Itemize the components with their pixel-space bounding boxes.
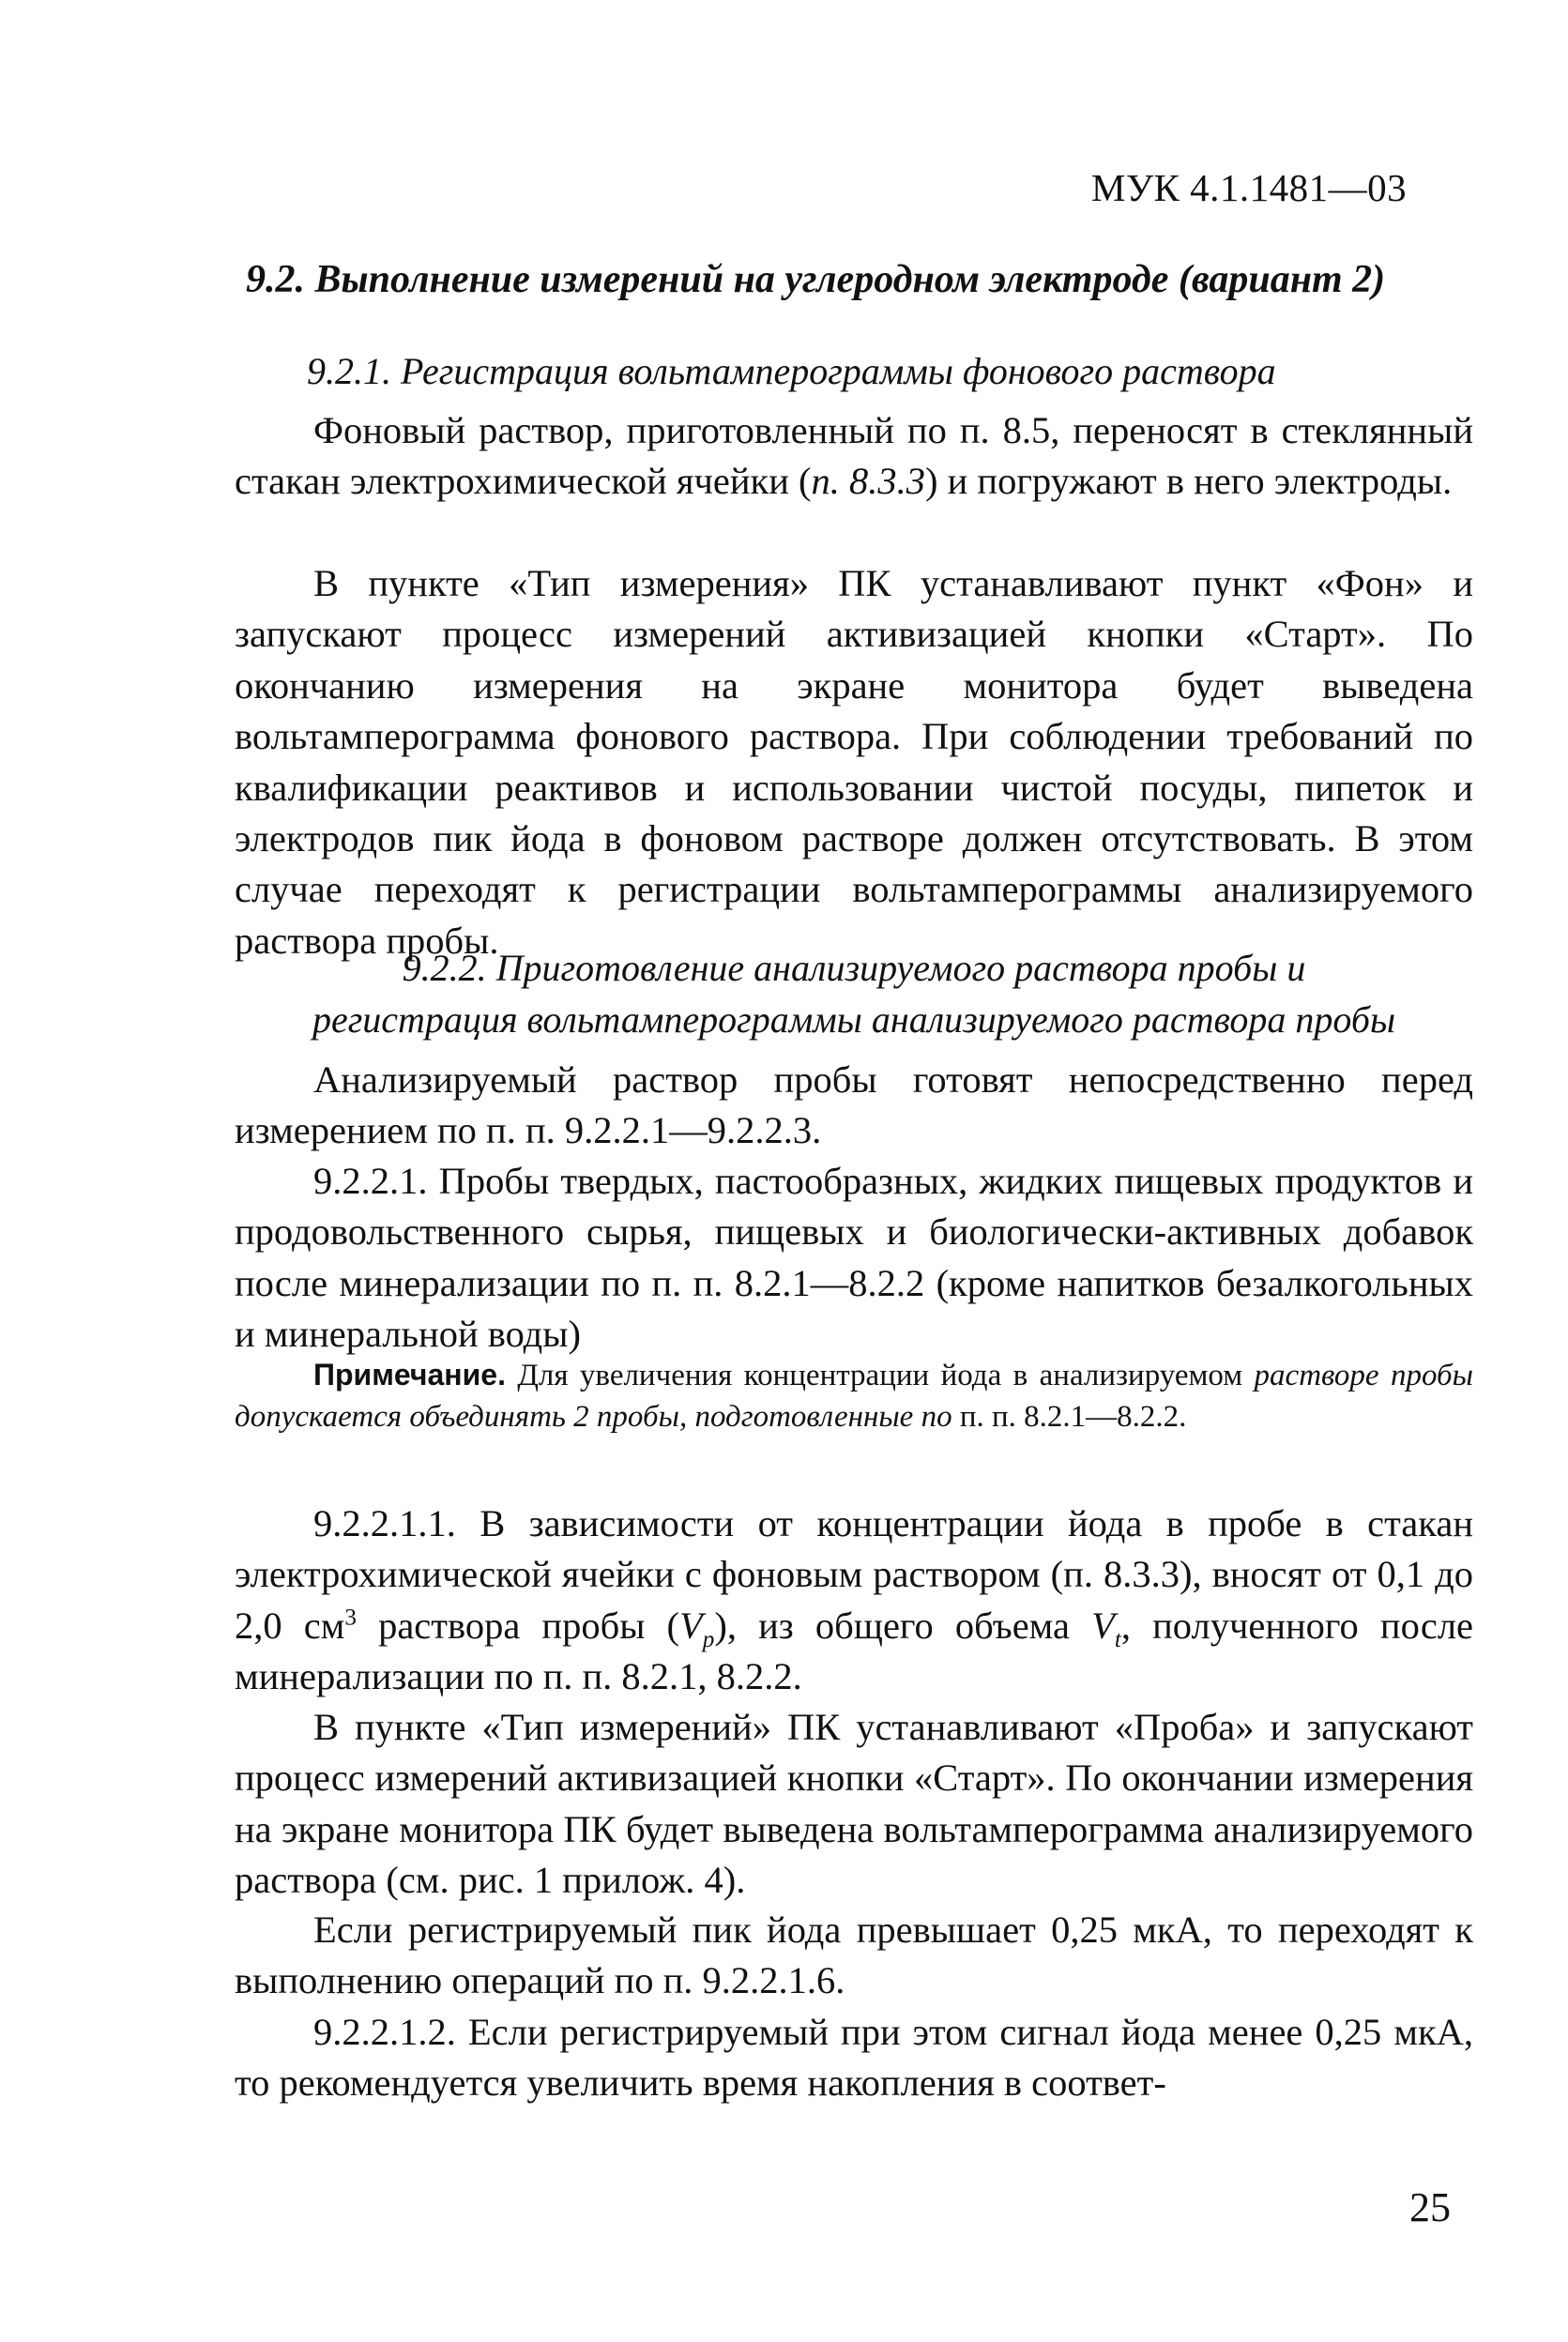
subsection-title-9-2-1: 9.2.1. Регистрация вольтамперограммы фонового раствора: [307, 350, 1276, 392]
note-text: п. п. 8.2.1—8.2.2.: [951, 1400, 1187, 1434]
paragraph-peak-threshold: Если регистрируемый пик йода превышает 0,25 мкА, то переходят к выполнению операций по п. 9.2.2.1.6.: [235, 1909, 1473, 2002]
subsection-title-line: 9.2.2. Приготовление анализируемого раствора пробы и: [402, 947, 1306, 989]
subscript: t: [1114, 1626, 1121, 1652]
variable-v: V: [1091, 1604, 1115, 1647]
paragraph-9-2-2-1: 9.2.2.1. Пробы твердых, пастообразных, жидких пищевых продуктов и продовольственного сырья, пищевых и биологически-активных добавок после минерализации по п. п. 8.2.1—8.2.2 (кроме напитков безалкогольных и минеральной воды): [235, 1160, 1473, 1356]
superscript: 3: [344, 1604, 357, 1631]
paragraph-text: Фоновый раствор, приготовленный по п. 8.5, переносят в стеклянный стакан электрохимической ячейки (: [235, 409, 1473, 503]
note-text-italic: растворе пробы допускается объединять 2 пробы, подготовленные по: [235, 1359, 1473, 1434]
document-id-header: МУК 4.1.1481—03: [1091, 166, 1408, 209]
paragraph-measurement-type-sample: В пункте «Тип измерений» ПК устанавливают «Проба» и запускают процесс измерений активизацией кнопки «Старт». По окончании измерения на экране монитора ПК будет выведена вольтамперограмма анализируемого раствора (см. рис. 1 прилож. 4).: [235, 1706, 1473, 1902]
page-number: 25: [1409, 2184, 1451, 2230]
paragraph-9-2-2-1-1: [235, 1498, 1473, 1703]
note-label: Примечание.: [313, 1358, 506, 1392]
paragraph-text: , полученного после минерализации по п. п. 8.2.1, 8.2.2.: [235, 1604, 1474, 1698]
paragraph-italic-ref: п. 8.3.3: [811, 460, 925, 503]
section-title: 9.2. Выполнение измерений на углеродном электроде (вариант 2): [246, 258, 1386, 301]
paragraph-measurement-type-background: В пункте «Тип измерения» ПК устанавливают пункт «Фон» и запускают процесс измерений активизацией кнопки «Старт». По окончанию измерения на экране монитора будет выведена вольтамперограмма фонового раствора. При соблюдении требований по квалификации реактивов и использовании чистой посуды, пипеток и электродов пик йода в фоновом растворе должен отсутствовать. В этом случае переходят к регистрации вольтамперограммы анализируемого раствора пробы.: [235, 562, 1473, 962]
paragraph-sample-preparation: Анализируемый раствор пробы готовят непосредственно перед измерением по п. п. 9.2.2.1—9.2.2.3.: [235, 1058, 1473, 1152]
variable-v: V: [679, 1604, 703, 1647]
subsection-title-line: регистрация вольтамперограммы анализируемого раствора пробы: [312, 998, 1396, 1041]
paragraph-background-solution: [235, 405, 1473, 508]
note-block: [235, 1354, 1473, 1437]
note-text: Для увеличения концентрации йода в анализируемом: [505, 1359, 1255, 1392]
paragraph-text: ), из общего объема: [714, 1604, 1092, 1647]
paragraph-text: раствора пробы (: [356, 1604, 680, 1647]
paragraph-text: ) и погружают в него электроды.: [924, 460, 1453, 503]
paragraph-text: 9.2.2.1.1. В зависимости от концентрации йода в пробе в стакан электрохимической ячейки с фоновым раствором (п. 8.3.3), вносят от 0,1 до 2,0 см: [235, 1502, 1473, 1647]
subscript: p: [702, 1626, 715, 1652]
subsection-title-9-2-2: [235, 942, 1473, 1045]
paragraph-9-2-2-1-2: 9.2.2.1.2. Если регистрируемый при этом сигнал йода менее 0,25 мкА, то рекомендуется увеличить время накопления в соответ-: [235, 2011, 1473, 2105]
